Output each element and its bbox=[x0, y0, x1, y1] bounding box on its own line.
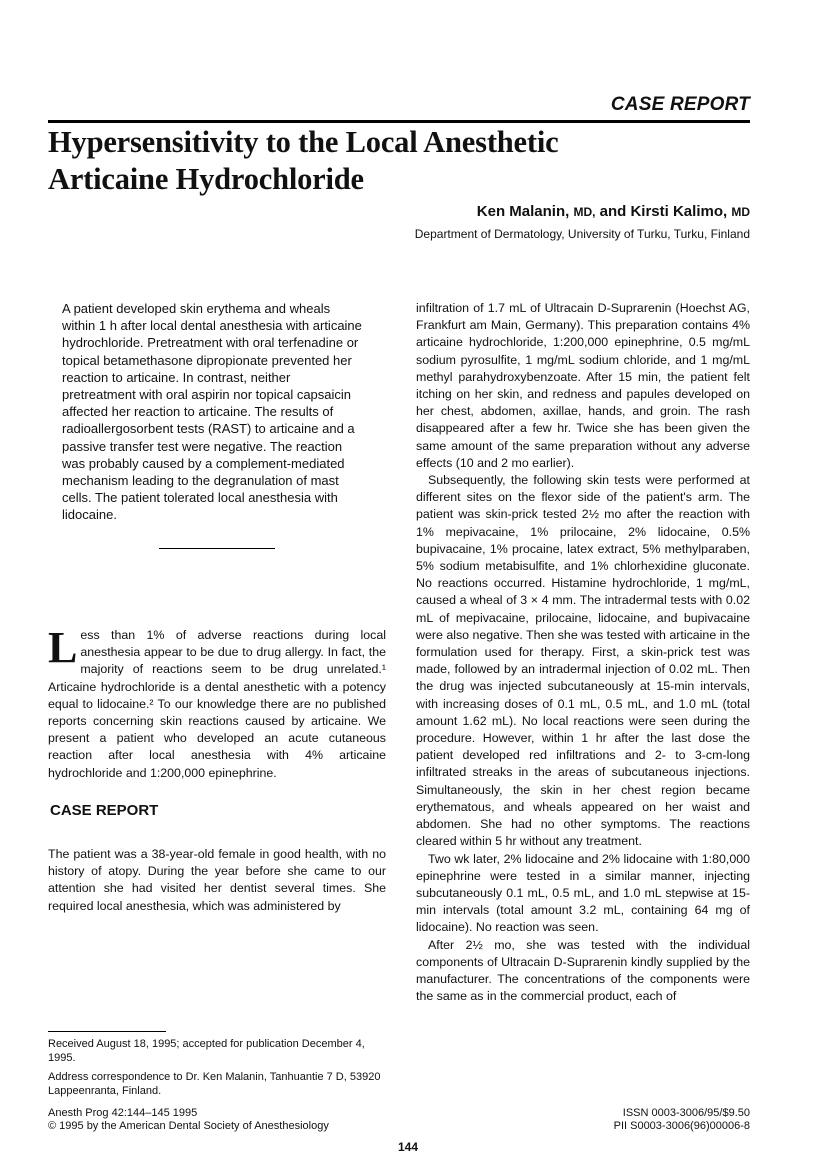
title-line-1: Hypersensitivity to the Local Anesthetic bbox=[48, 125, 559, 159]
author-list bbox=[477, 203, 750, 220]
abstract-divider bbox=[159, 548, 275, 549]
abstract-text: A patient developed skin erythema and wheals within 1 h after local dental anesthesia with articaine hydrochloride. Pretreatment with oral terfenadine or topical betamethasone dipropionate prevented her reaction to articaine. In contrast, neither pretreatment with oral aspirin nor topical capsaicin affected her reaction to articaine. The results of radioallergosorbent tests (RAST) to articaine and a passive transfer test were negative. The reaction was probably caused by a complement-mediated mechanism leading to the degranulation of mast cells. The patient tolerated local anesthesia with lidocaine. bbox=[62, 301, 362, 523]
affiliation: Department of Dermatology, University of Turku, Turku, Finland bbox=[414, 227, 750, 241]
author-name: Ken Malanin, bbox=[476, 203, 570, 220]
right-column bbox=[416, 300, 750, 1005]
body-paragraph: infiltration of 1.7 mL of Ultracain D-Suprarenin (Hoechst AG, Frankfurt am Main, Germany). This preparation contains 4% articaine hydrochloride, 1:200,000 epinephrine, 0.5 mg/mL sodium pyrosulfite, 1 mg/mL sodium chloride, and 1 mg/mL methyl parahydroxybenzoate. After 15 min, the patient felt itching on her skin, and redness and papules developed on her chest, abdomen, axillae, hands, and groin. The rash disappeared after a few hr. Twice she has been given the same amount of the same preparation without any adverse effects (10 and 2 mo earlier). bbox=[416, 301, 750, 470]
section-label: CASE REPORT bbox=[610, 94, 750, 115]
pii: PII S0003-3006(96)00006-8 bbox=[613, 1120, 750, 1132]
author-name: Kirsti Kalimo, bbox=[630, 203, 728, 220]
footnote-received-text: Received August 18, 1995; accepted for publication December 4, 1995. bbox=[48, 1038, 365, 1064]
case-paragraph: The patient was a 38-year-old female in good health, with no history of atopy. During the year before she came to our attention she had visited her dentist several times. She required local anesthesia, which was administered by bbox=[48, 847, 386, 913]
article-title bbox=[48, 124, 748, 198]
journal-copyright: © 1995 by the American Dental Society of Anesthesiology bbox=[48, 1120, 329, 1132]
author-conjunction: and bbox=[599, 203, 627, 220]
abstract bbox=[62, 300, 362, 524]
author-degree: MD, bbox=[573, 205, 596, 219]
body-paragraph: After 2½ mo, she was tested with the individual components of Ultracain D-Suprarenin kindly supplied by the manufacturer. The concentrations of the components were the same as in the commercial product, each of bbox=[416, 937, 750, 1004]
footnote-rule bbox=[48, 1031, 166, 1032]
header-rule bbox=[48, 120, 750, 123]
intro-text: ess than 1% of adverse reactions during local anesthesia appear to be due to drug allergy. In fact, the majority of reactions seem to be drug unrelated.¹ Articaine hydrochloride is a dental anesthetic with a potency equal to lidocaine.² To our knowledge there are no published reports concerning skin reactions caused by articaine. We present a patient who developed an acute cutaneous reaction after local anesthesia with 4% articaine hydrochloride and 1:200,000 epinephrine. bbox=[48, 628, 386, 780]
page-number: 144 bbox=[397, 1140, 419, 1154]
body-paragraph: Subsequently, the following skin tests were performed at different sites on the flexor side of the patient's arm. The patient was skin-prick tested 2½ mo after the reaction with 1% mepivacaine, 1% prilocaine, 2% lidocaine, 0.5% bupivacaine, 1% procaine, latex extract, 5% methylparaben, 5% sodium metabisulfite, and 1% chlorhexidine gluconate. No reactions occurred. Histamine hydrochloride, 1 mg/mL, caused a wheal of 3 × 4 mm. The intradermal tests with 0.02 mL of mepivacaine, prilocaine, lidocaine, and bupivacaine were also negative. Then she was tested with articaine in the formulation used for therapy. First, a skin-prick test was made, followed by an intradermal injection of 0.02 mL. Then the drug was injected subcutaneously at 15-min intervals, with increasing doses of 0.1 mL, 0.5 mL, and 1.0 mL (total amount 1.62 mL). No local reactions were seen during the procedure. However, within 1 hr after the last dose the patient developed red infiltrations and 2- to 3-cm-long infiltrated streaks in the areas of subcutaneous injections. Simultaneously, the skin in her chest region became erythematous, and wheals appeared on her waist and abdomen. She had no other symptoms. The reactions cleared within 5 hr without any treatment. bbox=[416, 473, 750, 849]
author-degree: MD bbox=[731, 205, 750, 219]
title-line-2: Articaine Hydrochloride bbox=[48, 162, 364, 196]
article-identifiers bbox=[614, 1107, 750, 1133]
case-report-body bbox=[48, 846, 386, 915]
footnote-address bbox=[48, 1070, 386, 1098]
issn: ISSN 0003-3006/95/$9.50 bbox=[622, 1107, 750, 1119]
footnote-address-text: Address correspondence to Dr. Ken Malanin, Tanhuantie 7 D, 53920 Lappeenranta, Finland. bbox=[48, 1071, 381, 1097]
footnote-received bbox=[48, 1037, 386, 1065]
body-paragraph: Two wk later, 2% lidocaine and 2% lidocaine with 1:80,000 epinephrine were tested in a similar manner, injecting subcutaneously 0.1 mL, 0.5 mL, and 1.0 mL stepwise at 15-min intervals (total amount 3.2 mL, containing 64 mg of lidocaine). No reaction was seen. bbox=[416, 851, 750, 935]
drop-cap: L bbox=[48, 623, 78, 672]
introduction bbox=[48, 623, 386, 782]
journal-citation: Anesth Prog 42:144–145 1995 bbox=[48, 1107, 198, 1119]
journal-info bbox=[48, 1107, 329, 1133]
section-heading-case-report: CASE REPORT bbox=[50, 802, 159, 819]
intro-paragraph bbox=[48, 623, 386, 782]
